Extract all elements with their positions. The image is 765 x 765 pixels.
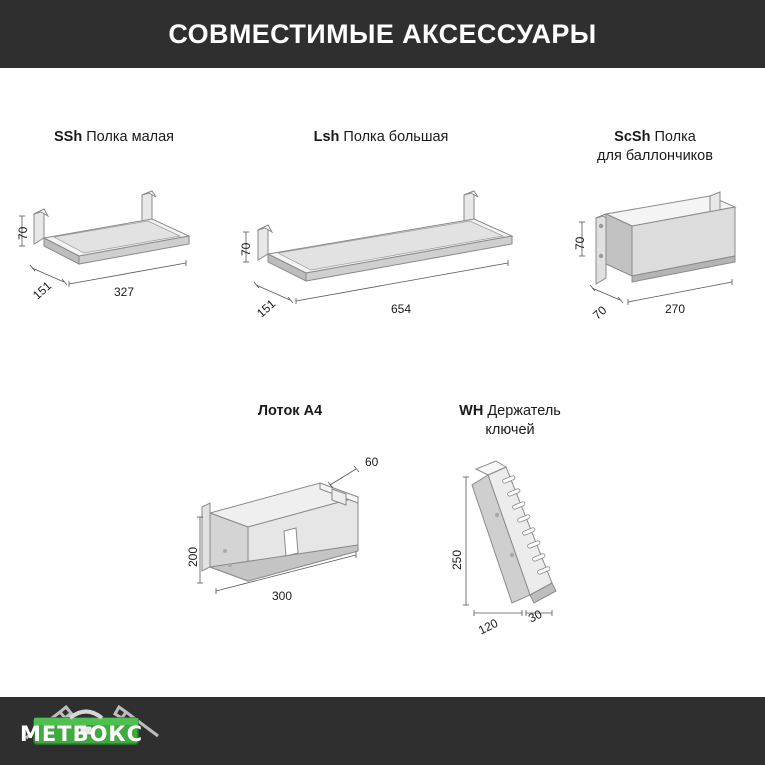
product-wh-name2: ключей <box>485 422 535 438</box>
brand-name: МЕТБОКС <box>20 722 144 746</box>
product-tray-caption <box>190 402 390 421</box>
dim-scsh-depth: 70 <box>590 303 610 323</box>
shelf-large-drawing <box>236 190 536 315</box>
product-wh-caption <box>420 402 600 440</box>
product-scsh-figure <box>570 190 760 323</box>
dim-ssh-width: 327 <box>114 285 135 299</box>
product-wh-figure <box>440 455 600 638</box>
product-scsh-name2: для баллончиков <box>597 148 713 164</box>
product-wh-name: Держатель <box>487 403 561 419</box>
product-scsh-caption <box>560 128 750 166</box>
dim-ssh-depth: 151 <box>30 278 55 303</box>
product-scsh-code: ScSh <box>614 129 651 145</box>
dim-tray-depth: 60 <box>365 455 379 469</box>
product-tray-name: А4 <box>303 403 323 419</box>
product-ssh-name: Полка малая <box>86 129 175 145</box>
dim-scsh-width: 270 <box>665 302 686 316</box>
dim-wh-thickness: 30 <box>526 606 545 626</box>
dim-lsh-height: 70 <box>239 242 253 256</box>
dim-lsh-depth: 151 <box>254 296 279 321</box>
dim-wh-width: 120 <box>476 615 501 638</box>
dim-scsh-height: 70 <box>573 236 587 250</box>
dim-tray-height: 200 <box>186 546 200 567</box>
header-bar <box>0 0 765 68</box>
tray-a4-drawing <box>180 455 410 615</box>
shelf-spraycan-drawing <box>570 190 760 315</box>
product-tray-figure <box>180 455 410 615</box>
dim-tray-width: 300 <box>272 589 293 603</box>
product-tray <box>190 402 390 421</box>
product-lsh <box>246 128 516 147</box>
dim-wh-height: 250 <box>450 549 464 570</box>
product-ssh-caption <box>14 128 214 147</box>
product-lsh-name: Полка большая <box>343 129 449 145</box>
product-wh <box>420 402 600 440</box>
dim-ssh-height: 70 <box>16 226 30 240</box>
product-scsh-name: Полка <box>654 129 696 145</box>
product-ssh-figure <box>14 190 214 315</box>
product-lsh-code: Lsh <box>313 129 340 145</box>
product-lsh-figure <box>236 190 536 321</box>
product-lsh-caption <box>246 128 516 147</box>
dim-lsh-width: 654 <box>391 302 412 316</box>
product-ssh <box>14 128 214 147</box>
product-tray-code: Лоток <box>257 403 300 419</box>
page-title: СОВМЕСТИМЫЕ АКСЕССУАРЫ <box>168 18 597 49</box>
product-wh-code: WH <box>459 403 484 419</box>
product-scsh <box>560 128 750 166</box>
wrench-holder-drawing <box>440 455 600 635</box>
product-ssh-code: SSh <box>53 129 83 145</box>
